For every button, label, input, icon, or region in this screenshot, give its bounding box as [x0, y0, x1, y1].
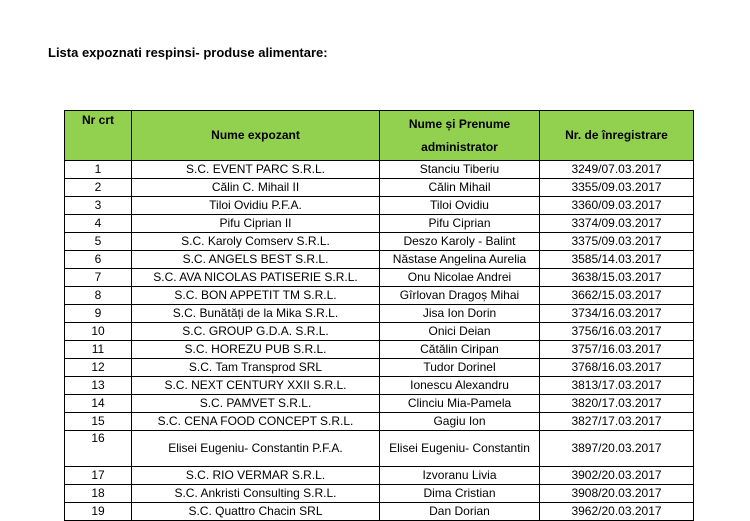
table-row	[65, 341, 694, 359]
table-row	[65, 467, 694, 485]
row-inregistrare-cell: 3756/16.03.2017	[540, 323, 694, 341]
row-inregistrare-cell: 3375/09.03.2017	[540, 233, 694, 251]
table-row	[65, 377, 694, 395]
row-nr-cell: 1	[65, 161, 132, 179]
row-inregistrare-cell: 3638/15.03.2017	[540, 269, 694, 287]
row-expozant-cell: S.C. GROUP G.D.A. S.R.L.	[132, 323, 380, 341]
table-row	[65, 215, 694, 233]
table-row	[65, 503, 694, 521]
exhibitors-table	[64, 110, 694, 521]
table-row	[65, 251, 694, 269]
row-nr-cell: 2	[65, 179, 132, 197]
row-inregistrare-cell: 3820/17.03.2017	[540, 395, 694, 413]
row-expozant-cell: S.C. Ankristi Consulting S.R.L.	[132, 485, 380, 503]
row-expozant-cell: S.C. RIO VERMAR S.R.L.	[132, 467, 380, 485]
row-expozant-cell: S.C. AVA NICOLAS PATISERIE S.R.L.	[132, 269, 380, 287]
row-expozant-cell: Pifu Ciprian II	[132, 215, 380, 233]
row-nr-cell: 18	[65, 485, 132, 503]
row-inregistrare-cell: 3962/20.03.2017	[540, 503, 694, 521]
row-administrator-cell: Călin Mihail	[380, 179, 540, 197]
row-inregistrare-cell: 3757/16.03.2017	[540, 341, 694, 359]
row-inregistrare-cell: 3768/16.03.2017	[540, 359, 694, 377]
row-administrator-cell: Ionescu Alexandru	[380, 377, 540, 395]
row-inregistrare-cell: 3902/20.03.2017	[540, 467, 694, 485]
row-administrator-cell: Izvoranu Livia	[380, 467, 540, 485]
row-expozant-cell: Elisei Eugeniu- Constantin P.F.A.	[132, 431, 380, 467]
row-nr-cell: 9	[65, 305, 132, 323]
row-inregistrare-cell: 3374/09.03.2017	[540, 215, 694, 233]
row-nr-cell: 16	[65, 431, 132, 467]
row-administrator-cell: Elisei Eugeniu- Constantin	[380, 431, 540, 467]
row-inregistrare-cell: 3897/20.03.2017	[540, 431, 694, 467]
row-administrator-cell: Deszo Karoly - Balint	[380, 233, 540, 251]
row-administrator-cell: Cătălin Ciripan	[380, 341, 540, 359]
row-administrator-cell: Năstase Angelina Aurelia	[380, 251, 540, 269]
table-row	[65, 233, 694, 251]
row-nr-cell: 11	[65, 341, 132, 359]
table-body	[65, 161, 694, 521]
row-nr-cell: 15	[65, 413, 132, 431]
row-nr-cell: 13	[65, 377, 132, 395]
row-inregistrare-cell: 3585/14.03.2017	[540, 251, 694, 269]
row-administrator-cell: Tudor Dorinel	[380, 359, 540, 377]
table-row	[65, 179, 694, 197]
row-expozant-cell: S.C. Bunătăți de la Mika S.R.L.	[132, 305, 380, 323]
table-row	[65, 359, 694, 377]
row-nr-cell: 10	[65, 323, 132, 341]
row-administrator-cell: Gîrlovan Dragoș Mihai	[380, 287, 540, 305]
row-inregistrare-cell: 3734/16.03.2017	[540, 305, 694, 323]
row-inregistrare-cell: 3662/15.03.2017	[540, 287, 694, 305]
row-nr-cell: 3	[65, 197, 132, 215]
row-administrator-cell: Dima Cristian	[380, 485, 540, 503]
row-nr-cell: 6	[65, 251, 132, 269]
row-nr-cell: 14	[65, 395, 132, 413]
row-expozant-cell: S.C. CENA FOOD CONCEPT S.R.L.	[132, 413, 380, 431]
row-expozant-cell: Tiloi Ovidiu P.F.A.	[132, 197, 380, 215]
row-administrator-cell: Onici Deian	[380, 323, 540, 341]
document-title: Lista expoznati respinsi- produse alimentare:	[48, 45, 328, 60]
row-expozant-cell: S.C. Quattro Chacin SRL	[132, 503, 380, 521]
row-nr-cell: 8	[65, 287, 132, 305]
row-expozant-cell: S.C. ANGELS BEST S.R.L.	[132, 251, 380, 269]
header-nr-crt: Nr crt	[65, 111, 132, 161]
table-row	[65, 197, 694, 215]
row-inregistrare-cell: 3908/20.03.2017	[540, 485, 694, 503]
header-administrator: Nume și Prenume administrator	[380, 111, 540, 161]
table-row	[65, 431, 694, 467]
row-inregistrare-cell: 3813/17.03.2017	[540, 377, 694, 395]
row-expozant-cell: S.C. Karoly Comserv S.R.L.	[132, 233, 380, 251]
table-row	[65, 413, 694, 431]
row-expozant-cell: Călin C. Mihail II	[132, 179, 380, 197]
row-inregistrare-cell: 3249/07.03.2017	[540, 161, 694, 179]
row-administrator-cell: Jisa Ion Dorin	[380, 305, 540, 323]
row-administrator-cell: Stanciu Tiberiu	[380, 161, 540, 179]
row-expozant-cell: S.C. EVENT PARC S.R.L.	[132, 161, 380, 179]
row-administrator-cell: Pifu Ciprian	[380, 215, 540, 233]
table-row	[65, 161, 694, 179]
table-row	[65, 323, 694, 341]
row-nr-cell: 17	[65, 467, 132, 485]
row-nr-cell: 5	[65, 233, 132, 251]
row-expozant-cell: S.C. HOREZU PUB S.R.L.	[132, 341, 380, 359]
row-inregistrare-cell: 3360/09.03.2017	[540, 197, 694, 215]
row-administrator-cell: Gagiu Ion	[380, 413, 540, 431]
table-row	[65, 269, 694, 287]
header-nr-inregistrare: Nr. de înregistrare	[540, 111, 694, 161]
row-nr-cell: 7	[65, 269, 132, 287]
row-expozant-cell: S.C. BON APPETIT TM S.R.L.	[132, 287, 380, 305]
row-expozant-cell: S.C. Tam Transprod SRL	[132, 359, 380, 377]
table-header-row	[65, 111, 694, 161]
row-nr-cell: 19	[65, 503, 132, 521]
row-administrator-cell: Onu Nicolae Andrei	[380, 269, 540, 287]
row-expozant-cell: S.C. PAMVET S.R.L.	[132, 395, 380, 413]
row-expozant-cell: S.C. NEXT CENTURY XXII S.R.L.	[132, 377, 380, 395]
row-administrator-cell: Clinciu Mia-Pamela	[380, 395, 540, 413]
row-administrator-cell: Tiloi Ovidiu	[380, 197, 540, 215]
row-administrator-cell: Dan Dorian	[380, 503, 540, 521]
row-inregistrare-cell: 3355/09.03.2017	[540, 179, 694, 197]
table-row	[65, 395, 694, 413]
table-row	[65, 287, 694, 305]
row-nr-cell: 12	[65, 359, 132, 377]
row-nr-cell: 4	[65, 215, 132, 233]
header-nume-expozant: Nume expozant	[132, 111, 380, 161]
row-inregistrare-cell: 3827/17.03.2017	[540, 413, 694, 431]
table-row	[65, 305, 694, 323]
